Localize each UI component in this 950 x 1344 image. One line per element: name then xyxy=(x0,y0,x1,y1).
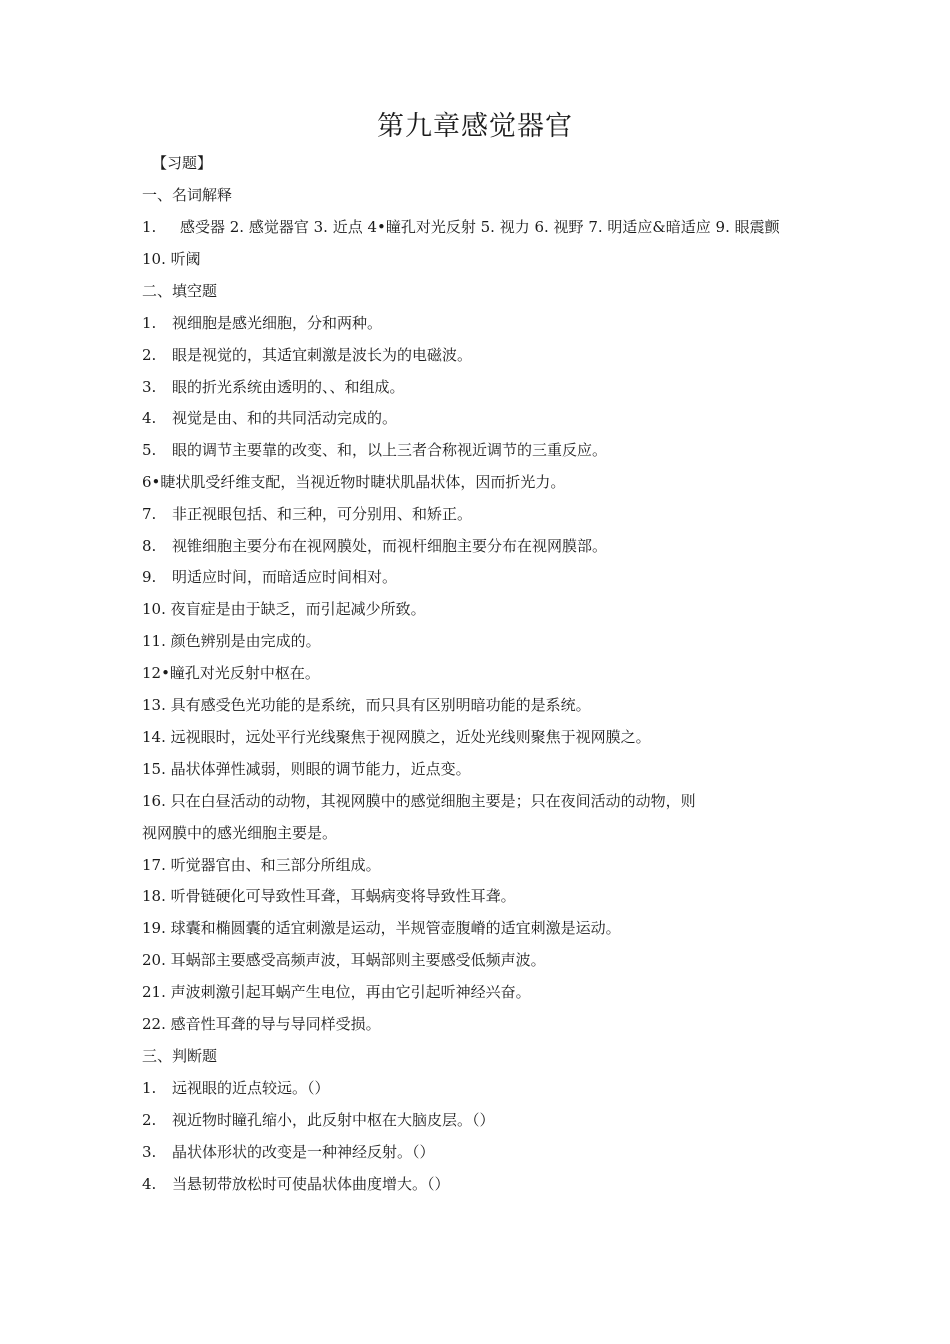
fill-item-text: 视觉是由、和的共同活动完成的。 xyxy=(172,409,398,427)
fill-item-text: 明适应时间，而暗适应时间相对。 xyxy=(172,568,398,586)
judge-item-number: 4. xyxy=(142,1175,157,1193)
fill-item-number: 3. xyxy=(142,378,157,396)
judge-item xyxy=(142,1174,450,1194)
fill-item xyxy=(142,536,607,556)
terms-number: 1. xyxy=(142,218,157,236)
fill-item: 6•睫状肌受纤维支配，当视近物时睫状肌晶状体，因而折光力。 xyxy=(142,473,566,491)
fill-item-text: 眼是视觉的，其适宜刺激是波长为的电磁波。 xyxy=(172,346,473,364)
fill-item-number: 1. xyxy=(142,314,157,332)
fill-item xyxy=(142,313,382,333)
fill-item: 21. 声波刺激引起耳蜗产生电位，再由它引起听神经兴奋。 xyxy=(142,983,531,1001)
page-title: 第九章感觉器官 xyxy=(377,111,573,142)
fill-item-text: 视锥细胞主要分布在视网膜处，而视杆细胞主要分布在视网膜部。 xyxy=(172,537,608,555)
fill-item-text: 非正视眼包括、和三种，可分别用、和矫正。 xyxy=(172,505,473,523)
section-heading-terms: 一、名词解释 xyxy=(142,186,233,204)
fill-item-text: 眼的折光系统由透明的、、和组成。 xyxy=(172,378,405,396)
judge-item-number: 2. xyxy=(142,1111,157,1129)
fill-item-number: 5. xyxy=(142,441,157,459)
fill-item xyxy=(142,567,397,587)
judge-item xyxy=(142,1110,495,1130)
fill-item xyxy=(142,440,607,460)
fill-item: 15. 晶状体弹性减弱，则眼的调节能力，近点变。 xyxy=(142,760,471,778)
fill-item: 20. 耳蜗部主要感受高频声波，耳蜗部则主要感受低频声波。 xyxy=(142,951,546,969)
fill-item: 19. 球囊和椭圆囊的适宜刺激是运动，半规管壶腹嵴的适宜刺激是运动。 xyxy=(142,919,621,937)
judge-item-text: 晶状体形状的改变是一种神经反射。（） xyxy=(172,1143,435,1161)
judge-item-text: 当悬韧带放松时可使晶状体曲度增大。（） xyxy=(172,1175,450,1193)
judge-item-text: 远视眼的近点较远。（） xyxy=(172,1079,330,1097)
fill-item: 12•瞳孔对光反射中枢在。 xyxy=(142,664,320,682)
fill-item: 10. 夜盲症是由于缺乏，而引起减少所致。 xyxy=(142,600,426,618)
exercise-header: 【习题】 xyxy=(152,154,213,172)
fill-item xyxy=(142,345,472,365)
section-heading-fill: 二、填空题 xyxy=(142,282,218,300)
fill-item: 11. 颜色辨别是由完成的。 xyxy=(142,632,321,650)
fill-item: 16. 只在白昼活动的动物，其视网膜中的感觉细胞主要是；只在夜间活动的动物，则 xyxy=(142,792,696,810)
judge-item-text: 视近物时瞳孔缩小，此反射中枢在大脑皮层。（） xyxy=(172,1111,495,1129)
terms-line-1 xyxy=(142,217,780,237)
fill-item-number: 2. xyxy=(142,346,157,364)
terms-text: 感受器 2. 感觉器官 3. 近点 4•瞳孔对光反射 5. 视力 6. 视野 7. 明适应&暗适应 9. 眼震颤 xyxy=(180,218,780,236)
fill-item: 22. 感音性耳聋的导与导同样受损。 xyxy=(142,1015,381,1033)
fill-item-text: 眼的调节主要靠的改变、和，以上三者合称视近调节的三重反应。 xyxy=(172,441,608,459)
judge-item-number: 3. xyxy=(142,1143,157,1161)
judge-item-number: 1. xyxy=(142,1079,157,1097)
judge-item xyxy=(142,1142,435,1162)
fill-item-number: 9. xyxy=(142,568,157,586)
fill-item: 18. 听骨链硬化可导致性耳聋，耳蜗病变将导致性耳聋。 xyxy=(142,887,516,905)
section-heading-judge: 三、判断题 xyxy=(142,1047,218,1065)
fill-item-number: 7. xyxy=(142,505,157,523)
fill-item: 14. 远视眼时，远处平行光线聚焦于视网膜之，近处光线则聚焦于视网膜之。 xyxy=(142,728,651,746)
fill-item: 17. 听觉器官由、和三部分所组成。 xyxy=(142,856,381,874)
fill-item: 13. 具有感受色光功能的是系统，而只具有区别明暗功能的是系统。 xyxy=(142,696,591,714)
fill-item-text: 视细胞是感光细胞，分和两种。 xyxy=(172,314,383,332)
fill-item-number: 8. xyxy=(142,537,157,555)
fill-item-number: 4. xyxy=(142,409,157,427)
fill-item xyxy=(142,504,472,524)
fill-item xyxy=(142,377,405,397)
terms-line-2: 10. 听阈 xyxy=(142,250,201,268)
judge-item xyxy=(142,1078,330,1098)
fill-item xyxy=(142,408,397,428)
fill-item: 视网膜中的感光细胞主要是。 xyxy=(142,824,338,842)
